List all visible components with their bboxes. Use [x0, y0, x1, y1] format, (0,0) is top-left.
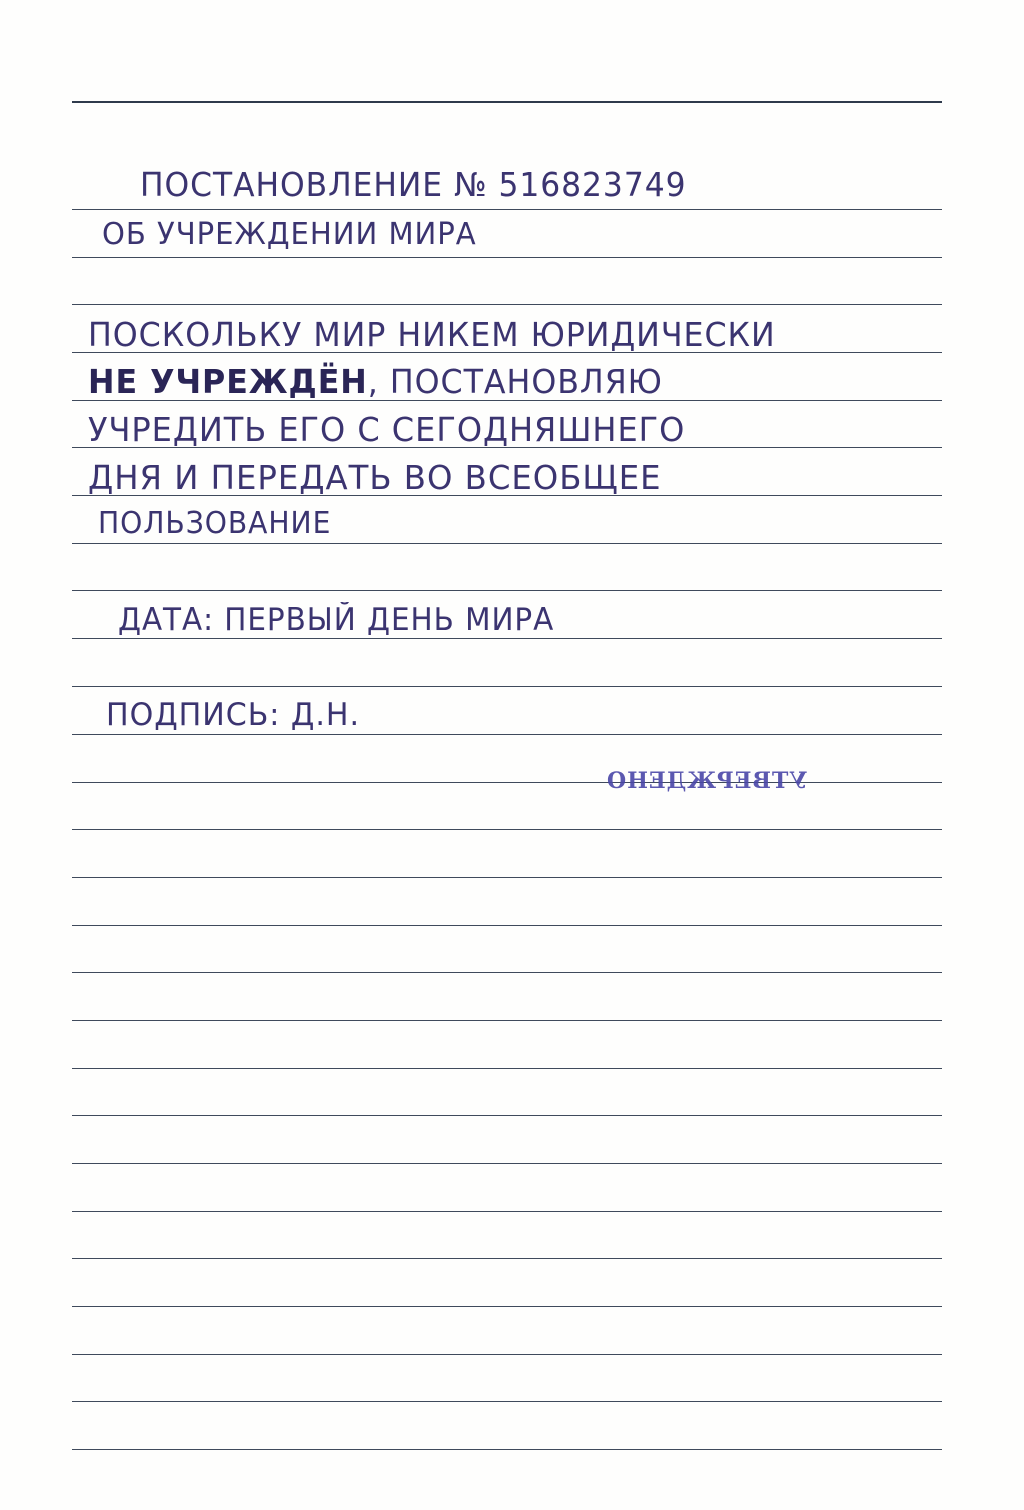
rule-line — [72, 304, 942, 305]
signature-line: ПОДПИСЬ: Д.Н. — [106, 697, 361, 733]
rule-line — [72, 1401, 942, 1402]
decree-subtitle: ОБ УЧРЕЖДЕНИИ МИРА — [102, 217, 477, 252]
rule-line — [72, 1020, 942, 1021]
rule-line — [72, 543, 942, 544]
rule-line — [72, 1068, 942, 1069]
rule-line — [72, 1115, 942, 1116]
rule-line — [72, 257, 942, 258]
body-line-5: ПОЛЬЗОВАНИЕ — [98, 506, 332, 541]
rule-line — [72, 925, 942, 926]
rule-line — [72, 1211, 942, 1212]
rule-line — [72, 590, 942, 591]
rule-line — [72, 734, 942, 735]
rule-line — [72, 686, 942, 687]
approved-stamp: УТВЕРЖДЕНО — [606, 768, 808, 794]
rule-line — [72, 638, 942, 639]
body-line-3: УЧРЕДИТЬ ЕГО С СЕГОДНЯШНЕГО — [88, 410, 686, 449]
rule-line — [72, 829, 942, 830]
top-rule-line — [72, 101, 942, 103]
rule-line — [72, 972, 942, 973]
rule-line — [72, 209, 942, 210]
rule-line — [72, 1163, 942, 1164]
rule-line — [72, 877, 942, 878]
emphasized-phrase: НЕ УЧРЕЖДЁН — [88, 362, 368, 401]
body-line-4: ДНЯ И ПЕРЕДАТЬ ВО ВСЕОБЩЕЕ — [88, 458, 662, 497]
rule-line — [72, 1258, 942, 1259]
rule-line — [72, 1354, 942, 1355]
date-line: ДАТА: ПЕРВЫЙ ДЕНЬ МИРА — [118, 602, 555, 638]
rule-line — [72, 782, 942, 783]
body-line-1: ПОСКОЛЬКУ МИР НИКЕМ ЮРИДИЧЕСКИ — [88, 315, 776, 354]
rule-line — [72, 1306, 942, 1307]
rule-line — [72, 1449, 942, 1450]
body-line-2 — [88, 362, 663, 401]
decree-title: ПОСТАНОВЛЕНИЕ № 516823749 — [140, 165, 687, 204]
body-line-2-rest: , ПОСТАНОВЛЯЮ — [367, 362, 663, 401]
